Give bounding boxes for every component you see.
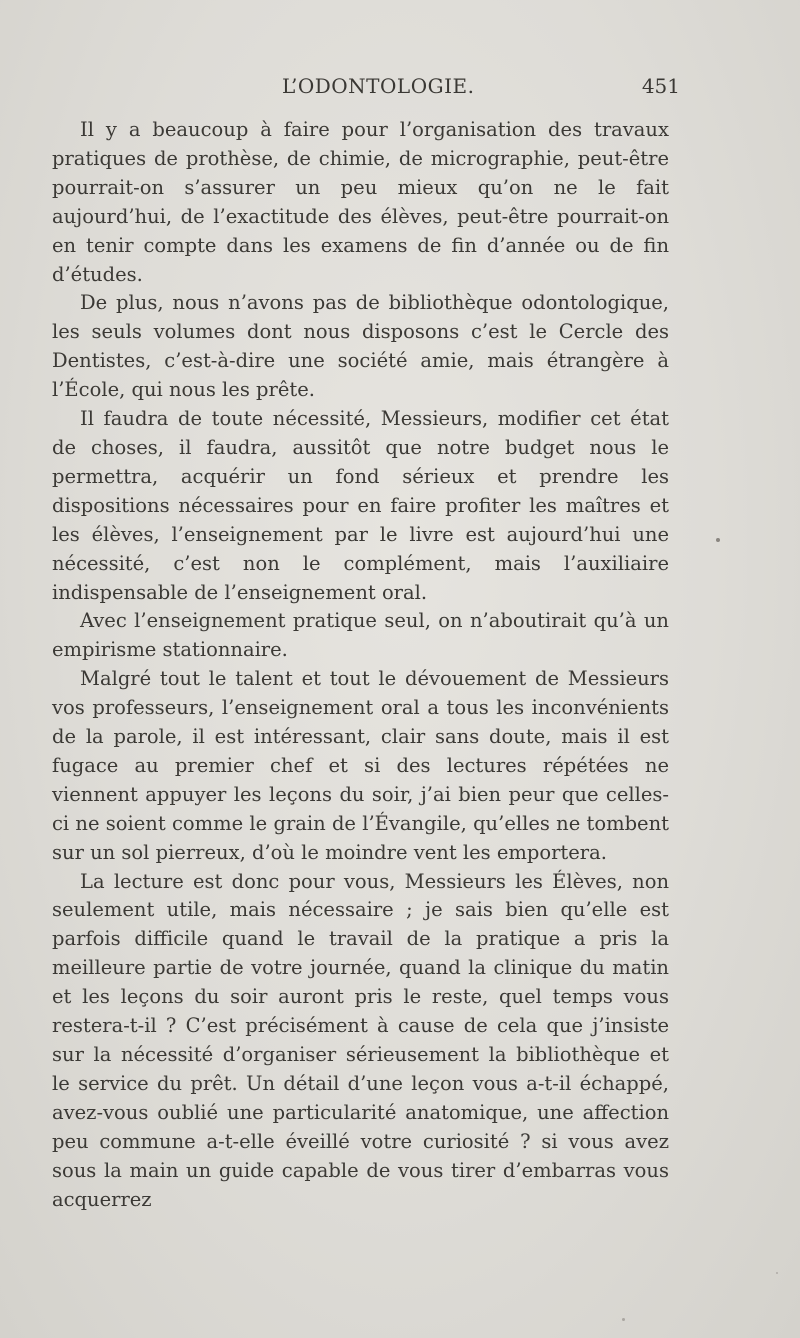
paragraph: La lecture est donc pour vous, Messieurs les Élèves, non seulement utile, mais nécessaire ; je sais bien qu’elle est parfois difficile quand le travail de la pratique a pris la meilleure partie de votre journée, quand la clinique du matin et les leçons du soir auront pris le reste, quel temps vous restera-t-il ? C’est précisément à cause de cela que j’insiste sur la nécessité d’organiser sérieusement la bibliothèque et le service du prêt. Un détail d’une leçon vous a-t-il échappé, avez-vous oublié une particularité anatomique, une affection peu commune a-t-elle éveillé votre curiosité ? si vous avez sous la main un guide capable de vous tirer d’embarras vous acquerrez bbox=[52, 869, 669, 1211]
page-number: 451 bbox=[641, 74, 680, 98]
page-header bbox=[52, 74, 680, 104]
paper-speck bbox=[622, 1318, 625, 1321]
paper-speck bbox=[776, 1272, 778, 1274]
paragraph: Malgré tout le talent et tout le dévouement de Messieurs vos professeurs, l’enseignement oral a tous les inconvénients de la parole, il est intéressant, clair sans doute, mais il est fugace au premier chef et si des lectures répétées ne viennent appuyer les leçons du soir, j’ai bien peur que celles-ci ne soient comme le grain de l’Évangile, qu’elles ne tombent sur un sol pierreux, d’où le moindre vent les emportera. bbox=[52, 667, 669, 864]
paragraph: Il y a beaucoup à faire pour l’organisation des travaux pratiques de prothèse, de chimie, de micrographie, peut-être pourrait-on s’assurer un peu mieux qu’on ne le fait aujourd’hui, de l’exactitude des élèves, peut-être pourrait-on en tenir compte dans les examens de fin d’année ou de fin d’études. bbox=[52, 118, 669, 286]
paper-speck bbox=[716, 538, 720, 542]
paragraph: Il faudra de toute nécessité, Messieurs, modifier cet état de choses, il faudra, aussitôt que notre budget nous le permettra, acquérir un fond sérieux et prendre les dispositions nécessaires pour en faire profiter les maîtres et les élèves, l’enseignement par le livre est aujourd’hui une nécessité, c’est non le complément, mais l’auxiliaire indispensable de l’enseignement oral. bbox=[52, 407, 669, 604]
paragraph: De plus, nous n’avons pas de bibliothèque odontologique, les seuls volumes dont nous disposons c’est le Cercle des Dentistes, c’est-à-dire une société amie, mais étrangère à l’École, qui nous les prête. bbox=[52, 291, 669, 402]
running-title: L’ODONTOLOGIE. bbox=[282, 74, 475, 98]
body-text bbox=[52, 116, 669, 1214]
paragraph: Avec l’enseignement pratique seul, on n’aboutirait qu’à un empirisme stationnaire. bbox=[52, 609, 669, 662]
